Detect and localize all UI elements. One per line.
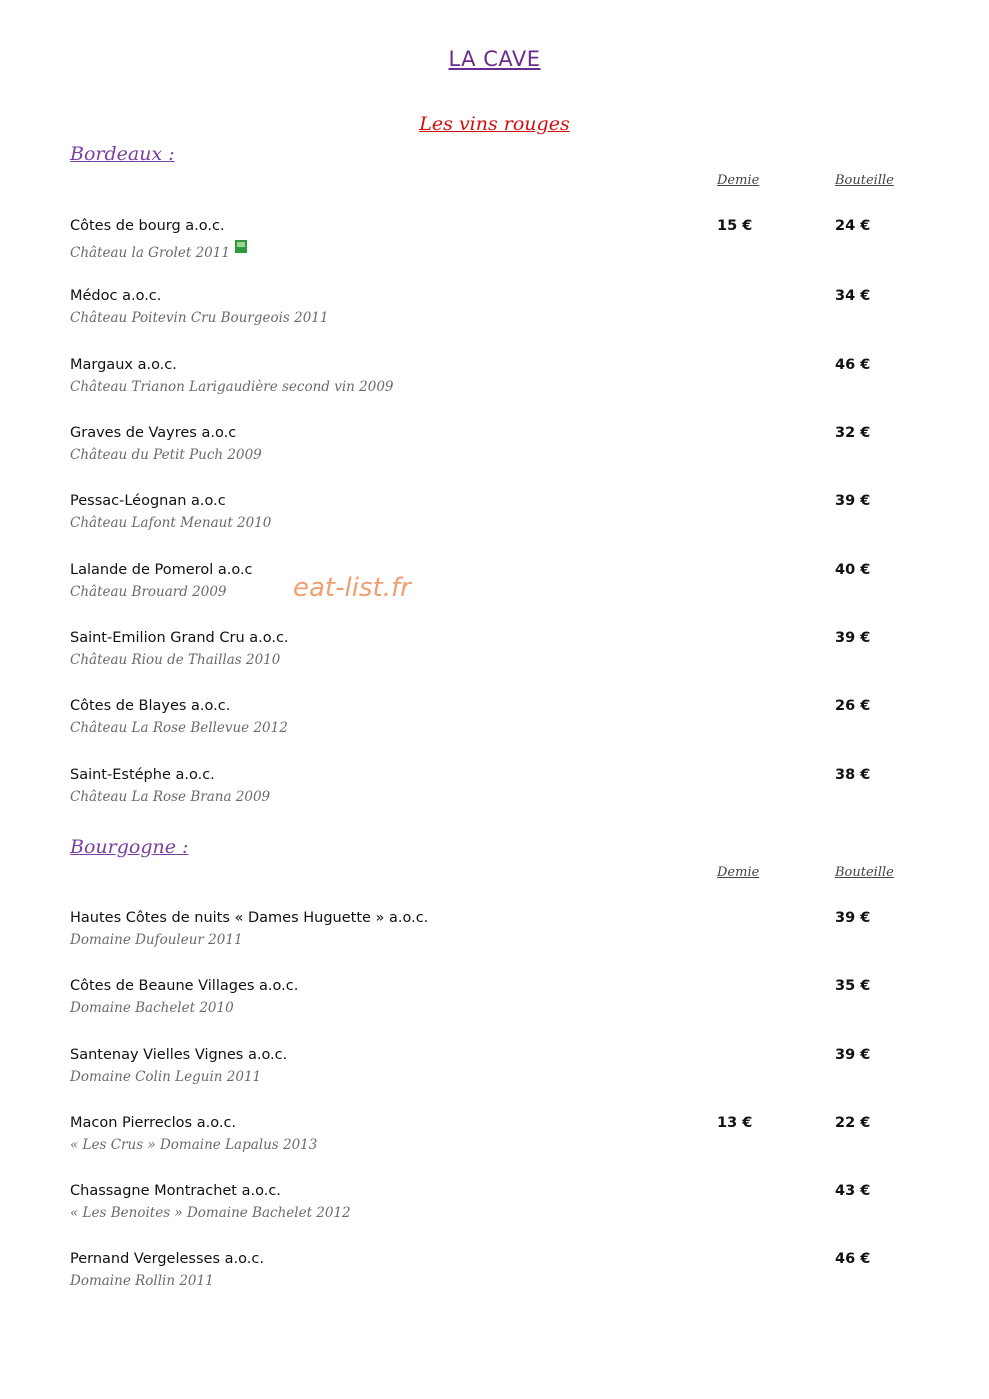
wine-name: Hautes Côtes de nuits « Dames Huguette » a.o.c. [70, 910, 429, 926]
wine-item [70, 767, 950, 815]
wine-name: Saint-Estéphe a.o.c. [70, 767, 215, 783]
wine-detail: Domaine Colin Leguin 2011 [70, 1069, 262, 1085]
price-bouteille: 46 € [835, 357, 871, 373]
wine-detail: Château Riou de Thaillas 2010 [70, 652, 281, 668]
wine-item [70, 562, 950, 610]
wine-name: Côtes de Blayes a.o.c. [70, 698, 231, 714]
wine-name: Côtes de bourg a.o.c. [70, 218, 225, 234]
wine-item [70, 493, 950, 541]
wine-name: Lalande de Pomerol a.o.c [70, 562, 253, 578]
price-demie: 13 € [717, 1115, 753, 1131]
region-heading-bourgogne: Bourgogne : [70, 836, 189, 858]
price-bouteille: 38 € [835, 767, 871, 783]
wine-item [70, 1047, 950, 1095]
wine-name: Médoc a.o.c. [70, 288, 162, 304]
price-bouteille: 34 € [835, 288, 871, 304]
column-header-demie: Demie [717, 173, 760, 188]
wine-item [70, 357, 950, 405]
wine-name: Saint-Emilion Grand Cru a.o.c. [70, 630, 289, 646]
price-bouteille: 39 € [835, 1047, 871, 1063]
wine-detail: Domaine Bachelet 2010 [70, 1000, 234, 1016]
wine-detail [70, 240, 247, 261]
price-bouteille: 39 € [835, 630, 871, 646]
wine-name: Santenay Vielles Vignes a.o.c. [70, 1047, 288, 1063]
wine-item [70, 288, 950, 336]
wine-item [70, 978, 950, 1026]
wine-detail: Domaine Dufouleur 2011 [70, 932, 243, 948]
wine-item [70, 698, 950, 746]
price-bouteille: 43 € [835, 1183, 871, 1199]
wine-name: Macon Pierreclos a.o.c. [70, 1115, 237, 1131]
wine-name: Graves de Vayres a.o.c [70, 425, 237, 441]
wine-item [70, 910, 950, 958]
wine-detail-text: Château la Grolet 2011 [70, 245, 230, 261]
wine-detail: Domaine Rollin 2011 [70, 1273, 214, 1289]
wine-name: Chassagne Montrachet a.o.c. [70, 1183, 281, 1199]
wine-item [70, 218, 950, 266]
price-bouteille: 39 € [835, 493, 871, 509]
column-header-bouteille: Bouteille [835, 173, 894, 188]
page-title: LA CAVE [448, 47, 541, 71]
price-bouteille: 40 € [835, 562, 871, 578]
column-header-demie: Demie [717, 865, 760, 880]
wine-detail: « Les Benoites » Domaine Bachelet 2012 [70, 1205, 351, 1221]
column-header-bouteille: Bouteille [835, 865, 894, 880]
price-bouteille: 26 € [835, 698, 871, 714]
wine-name: Pernand Vergelesses a.o.c. [70, 1251, 264, 1267]
wine-detail: Château Lafont Menaut 2010 [70, 515, 272, 531]
wine-item [70, 630, 950, 678]
price-bouteille: 46 € [835, 1251, 871, 1267]
wine-name: Pessac-Léognan a.o.c [70, 493, 226, 509]
wine-detail: Château Trianon Larigaudière second vin 2009 [70, 379, 394, 395]
wine-item [70, 1115, 950, 1163]
wine-item [70, 1183, 950, 1231]
wine-item [70, 1251, 950, 1299]
wine-name: Côtes de Beaune Villages a.o.c. [70, 978, 299, 994]
price-bouteille: 24 € [835, 218, 871, 234]
price-bouteille: 35 € [835, 978, 871, 994]
wine-detail: « Les Crus » Domaine Lapalus 2013 [70, 1137, 318, 1153]
price-bouteille: 39 € [835, 910, 871, 926]
wine-detail: Château Poitevin Cru Bourgeois 2011 [70, 310, 329, 326]
watermark: eat-list.fr [293, 573, 411, 603]
price-bouteille: 22 € [835, 1115, 871, 1131]
price-demie: 15 € [717, 218, 753, 234]
wine-detail: Château La Rose Bellevue 2012 [70, 720, 288, 736]
wine-detail: Château du Petit Puch 2009 [70, 447, 262, 463]
price-bouteille: 32 € [835, 425, 871, 441]
wine-name: Margaux a.o.c. [70, 357, 177, 373]
region-heading-bordeaux: Bordeaux : [70, 143, 175, 165]
wine-item [70, 425, 950, 473]
wine-detail: Château La Rose Brana 2009 [70, 789, 271, 805]
organic-label-icon [235, 240, 247, 253]
wine-detail: Château Brouard 2009 [70, 584, 227, 600]
section-subtitle: Les vins rouges [419, 113, 570, 135]
